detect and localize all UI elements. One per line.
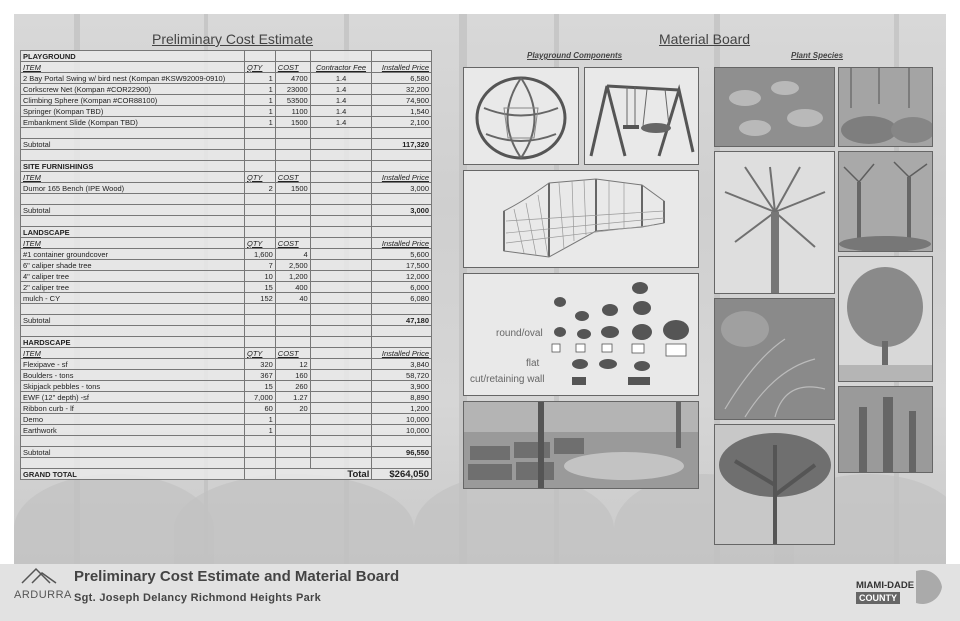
cost-cell: 400 bbox=[275, 282, 310, 293]
table-row bbox=[21, 414, 432, 425]
empty-cell bbox=[275, 194, 310, 205]
empty-cell bbox=[275, 128, 310, 139]
spacer-row bbox=[21, 216, 432, 227]
fee-cell bbox=[310, 381, 372, 392]
empty-cell bbox=[275, 458, 310, 469]
empty-cell bbox=[275, 304, 310, 315]
corkscrew-net-image bbox=[463, 170, 699, 268]
spacer-row bbox=[21, 128, 432, 139]
empty-cell bbox=[372, 150, 432, 161]
section-header-row bbox=[21, 161, 432, 172]
column-header bbox=[310, 348, 372, 359]
boulder-label-flat: flat bbox=[526, 358, 540, 369]
county-line2: COUNTY bbox=[856, 592, 900, 604]
price-cell: 2,100 bbox=[372, 117, 432, 128]
empty-cell bbox=[21, 128, 245, 139]
fee-cell bbox=[310, 414, 372, 425]
table-row bbox=[21, 293, 432, 304]
column-header bbox=[310, 172, 372, 183]
section-title: HARDSCAPE bbox=[21, 337, 245, 348]
empty-cell bbox=[244, 227, 275, 238]
empty-cell bbox=[275, 227, 310, 238]
column-header: COST bbox=[275, 238, 310, 249]
empty-cell bbox=[372, 194, 432, 205]
plant-photo-shade-tree bbox=[838, 256, 933, 382]
item-cell: 2 Bay Portal Swing w/ bird nest (Kompan #KSW92009-0910) bbox=[21, 73, 245, 84]
empty-cell bbox=[275, 150, 310, 161]
spacer-row bbox=[21, 326, 432, 337]
empty-cell bbox=[275, 205, 310, 216]
qty-cell: 152 bbox=[244, 293, 275, 304]
subtotal-value: 3,000 bbox=[372, 205, 432, 216]
empty-cell bbox=[244, 315, 275, 326]
fee-cell bbox=[310, 293, 372, 304]
column-header: Contractor Fee bbox=[310, 62, 372, 73]
item-cell: Corkscrew Net (Kompan #COR22900) bbox=[21, 84, 245, 95]
spacer-row bbox=[21, 458, 432, 469]
material-board-title: Material Board bbox=[659, 31, 751, 47]
qty-cell: 1 bbox=[244, 117, 275, 128]
empty-cell bbox=[275, 51, 310, 62]
item-cell: EWF (12" depth) -sf bbox=[21, 392, 245, 403]
cost-cell: 53500 bbox=[275, 95, 310, 106]
empty-cell bbox=[275, 337, 310, 348]
cost-cell: 4700 bbox=[275, 73, 310, 84]
empty-cell bbox=[275, 139, 310, 150]
plant-photo-fern bbox=[714, 298, 835, 420]
item-cell: Boulders - tons bbox=[21, 370, 245, 381]
empty-cell bbox=[275, 447, 310, 458]
subtotal-value: 96,550 bbox=[372, 447, 432, 458]
price-cell: 6,580 bbox=[372, 73, 432, 84]
empty-cell bbox=[310, 194, 372, 205]
column-header: QTY bbox=[244, 172, 275, 183]
cost-cell: 1,200 bbox=[275, 271, 310, 282]
qty-cell: 367 bbox=[244, 370, 275, 381]
column-header: ITEM bbox=[21, 62, 245, 73]
price-cell: 3,840 bbox=[372, 359, 432, 370]
empty-cell bbox=[310, 458, 372, 469]
qty-cell: 1 bbox=[244, 106, 275, 117]
qty-cell: 320 bbox=[244, 359, 275, 370]
empty-cell bbox=[372, 51, 432, 62]
qty-cell: 1 bbox=[244, 425, 275, 436]
table-row bbox=[21, 425, 432, 436]
column-header: Installed Price bbox=[372, 62, 432, 73]
fee-cell bbox=[310, 392, 372, 403]
cost-cell: 12 bbox=[275, 359, 310, 370]
cost-cell: 23000 bbox=[275, 84, 310, 95]
plant-photo-live-oak bbox=[714, 424, 835, 545]
plant-species-label: Plant Species bbox=[791, 51, 844, 60]
empty-cell bbox=[372, 337, 432, 348]
empty-cell bbox=[244, 326, 275, 337]
cost-cell: 1100 bbox=[275, 106, 310, 117]
qty-cell: 1 bbox=[244, 73, 275, 84]
grand-total-label: GRAND TOTAL bbox=[21, 469, 245, 480]
empty-cell bbox=[21, 304, 245, 315]
cost-cell bbox=[275, 425, 310, 436]
column-header: QTY bbox=[244, 348, 275, 359]
empty-cell bbox=[244, 139, 275, 150]
plant-photo-grass bbox=[838, 67, 933, 147]
table-row bbox=[21, 381, 432, 392]
table-row bbox=[21, 106, 432, 117]
fee-cell: 1.4 bbox=[310, 106, 372, 117]
cost-cell: 160 bbox=[275, 370, 310, 381]
fee-cell bbox=[310, 183, 372, 194]
empty-cell bbox=[244, 51, 275, 62]
section-title: LANDSCAPE bbox=[21, 227, 245, 238]
column-header-row bbox=[21, 238, 432, 249]
spacer-row bbox=[21, 304, 432, 315]
price-cell: 6,000 bbox=[372, 282, 432, 293]
item-cell: Dumor 165 Bench (IPE Wood) bbox=[21, 183, 245, 194]
price-cell: 6,080 bbox=[372, 293, 432, 304]
grand-total-row bbox=[21, 469, 432, 480]
empty-cell bbox=[310, 205, 372, 216]
playground-components-label: Playground Components bbox=[527, 51, 623, 60]
item-cell: Earthwork bbox=[21, 425, 245, 436]
empty-cell bbox=[244, 337, 275, 348]
climbing-sphere-image bbox=[463, 67, 579, 165]
empty-cell bbox=[244, 150, 275, 161]
boulder-samples-image bbox=[463, 273, 699, 396]
table-row bbox=[21, 392, 432, 403]
empty-cell bbox=[310, 315, 372, 326]
empty-cell bbox=[244, 436, 275, 447]
boulder-label-cut: cut/retaining wall bbox=[470, 374, 545, 385]
qty-cell: 1 bbox=[244, 84, 275, 95]
empty-cell bbox=[372, 304, 432, 315]
empty-cell bbox=[310, 337, 372, 348]
table-row bbox=[21, 73, 432, 84]
column-header: ITEM bbox=[21, 348, 245, 359]
portal-swing-image bbox=[584, 67, 699, 165]
total-label: Total bbox=[275, 469, 372, 480]
table-row bbox=[21, 271, 432, 282]
empty-cell bbox=[244, 216, 275, 227]
empty-cell bbox=[275, 315, 310, 326]
section-header-row bbox=[21, 337, 432, 348]
fee-cell: 1.4 bbox=[310, 73, 372, 84]
empty-cell bbox=[372, 161, 432, 172]
empty-cell bbox=[21, 216, 245, 227]
table-row bbox=[21, 260, 432, 271]
empty-cell bbox=[275, 436, 310, 447]
empty-cell bbox=[21, 194, 245, 205]
column-header-row bbox=[21, 62, 432, 73]
column-header: COST bbox=[275, 62, 310, 73]
qty-cell: 60 bbox=[244, 403, 275, 414]
subtotal-row bbox=[21, 447, 432, 458]
spacer-row bbox=[21, 436, 432, 447]
item-cell: Embankment Slide (Kompan TBD) bbox=[21, 117, 245, 128]
cost-estimate-title: Preliminary Cost Estimate bbox=[152, 31, 314, 47]
price-cell: 1,540 bbox=[372, 106, 432, 117]
grand-total-value: $264,050 bbox=[372, 469, 432, 480]
qty-cell: 7,000 bbox=[244, 392, 275, 403]
section-title: SITE FURNISHINGS bbox=[21, 161, 245, 172]
subtotal-value: 47,180 bbox=[372, 315, 432, 326]
column-header: Installed Price bbox=[372, 172, 432, 183]
plant-photo-palmetto bbox=[838, 151, 933, 252]
item-cell: Springer (Kompan TBD) bbox=[21, 106, 245, 117]
subtotal-row bbox=[21, 315, 432, 326]
empty-cell bbox=[244, 194, 275, 205]
empty-cell bbox=[310, 150, 372, 161]
empty-cell bbox=[244, 458, 275, 469]
firm-name: ARDURRA bbox=[14, 589, 72, 601]
fee-cell bbox=[310, 282, 372, 293]
price-cell: 1,200 bbox=[372, 403, 432, 414]
cost-cell: 20 bbox=[275, 403, 310, 414]
table-row bbox=[21, 95, 432, 106]
section-title: PLAYGROUND bbox=[21, 51, 245, 62]
empty-cell bbox=[310, 326, 372, 337]
table-row bbox=[21, 370, 432, 381]
empty-cell bbox=[275, 161, 310, 172]
table-row bbox=[21, 403, 432, 414]
price-cell: 10,000 bbox=[372, 425, 432, 436]
cost-estimate-table bbox=[20, 50, 432, 480]
footer-subtitle: Sgt. Joseph Delancy Richmond Heights Park bbox=[74, 592, 322, 604]
item-cell: Skipjack pebbles - tons bbox=[21, 381, 245, 392]
empty-cell bbox=[21, 436, 245, 447]
empty-cell bbox=[372, 436, 432, 447]
empty-cell bbox=[310, 436, 372, 447]
price-cell: 58,720 bbox=[372, 370, 432, 381]
qty-cell: 15 bbox=[244, 381, 275, 392]
fee-cell bbox=[310, 403, 372, 414]
empty-cell bbox=[244, 469, 275, 480]
column-header: QTY bbox=[244, 238, 275, 249]
empty-cell bbox=[244, 161, 275, 172]
cost-cell: 1500 bbox=[275, 183, 310, 194]
price-cell: 3,000 bbox=[372, 183, 432, 194]
column-header-row bbox=[21, 348, 432, 359]
cost-cell: 1500 bbox=[275, 117, 310, 128]
fee-cell: 1.4 bbox=[310, 95, 372, 106]
empty-cell bbox=[310, 304, 372, 315]
qty-cell: 10 bbox=[244, 271, 275, 282]
qty-cell: 1 bbox=[244, 95, 275, 106]
price-cell: 12,000 bbox=[372, 271, 432, 282]
item-cell: 6" caliper shade tree bbox=[21, 260, 245, 271]
fee-cell bbox=[310, 271, 372, 282]
qty-cell: 7 bbox=[244, 260, 275, 271]
plant-photo-banyan bbox=[838, 386, 933, 473]
empty-cell bbox=[244, 128, 275, 139]
column-header: Installed Price bbox=[372, 238, 432, 249]
price-cell: 3,900 bbox=[372, 381, 432, 392]
table-row bbox=[21, 359, 432, 370]
item-cell: Climbing Sphere (Kompan #COR88100) bbox=[21, 95, 245, 106]
table-row bbox=[21, 183, 432, 194]
ardurra-logo bbox=[14, 565, 72, 609]
empty-cell bbox=[372, 326, 432, 337]
subtotal-value: 117,320 bbox=[372, 139, 432, 150]
qty-cell: 1,600 bbox=[244, 249, 275, 260]
column-header bbox=[310, 238, 372, 249]
subtotal-row bbox=[21, 139, 432, 150]
cost-cell: 2,500 bbox=[275, 260, 310, 271]
empty-cell bbox=[372, 227, 432, 238]
fee-cell bbox=[310, 425, 372, 436]
plant-photo-groundcover bbox=[714, 67, 835, 147]
footer-title: Preliminary Cost Estimate and Material Board bbox=[74, 568, 400, 585]
price-cell: 5,600 bbox=[372, 249, 432, 260]
cost-cell bbox=[275, 414, 310, 425]
empty-cell bbox=[244, 205, 275, 216]
empty-cell bbox=[372, 458, 432, 469]
subtotal-label: Subtotal bbox=[21, 139, 245, 150]
empty-cell bbox=[275, 326, 310, 337]
county-line1: MIAMI-DADE bbox=[856, 580, 915, 591]
item-cell: 4" caliper tree bbox=[21, 271, 245, 282]
fee-cell bbox=[310, 260, 372, 271]
empty-cell bbox=[310, 216, 372, 227]
empty-cell bbox=[310, 128, 372, 139]
subtotal-row bbox=[21, 205, 432, 216]
price-cell: 32,200 bbox=[372, 84, 432, 95]
empty-cell bbox=[275, 216, 310, 227]
column-header: ITEM bbox=[21, 172, 245, 183]
empty-cell bbox=[244, 304, 275, 315]
qty-cell: 1 bbox=[244, 414, 275, 425]
price-cell: 8,890 bbox=[372, 392, 432, 403]
empty-cell bbox=[21, 150, 245, 161]
subtotal-label: Subtotal bbox=[21, 205, 245, 216]
qty-cell: 15 bbox=[244, 282, 275, 293]
section-header-row bbox=[21, 51, 432, 62]
item-cell: mulch - CY bbox=[21, 293, 245, 304]
fee-cell: 1.4 bbox=[310, 84, 372, 95]
cost-cell: 4 bbox=[275, 249, 310, 260]
subtotal-label: Subtotal bbox=[21, 315, 245, 326]
empty-cell bbox=[21, 326, 245, 337]
plant-photo-palm bbox=[714, 151, 835, 294]
cost-cell: 260 bbox=[275, 381, 310, 392]
empty-cell bbox=[244, 447, 275, 458]
spacer-row bbox=[21, 150, 432, 161]
column-header: COST bbox=[275, 172, 310, 183]
fee-cell: 1.4 bbox=[310, 117, 372, 128]
empty-cell bbox=[21, 458, 245, 469]
table-row bbox=[21, 249, 432, 260]
column-header: QTY bbox=[244, 62, 275, 73]
item-cell: Demo bbox=[21, 414, 245, 425]
cost-cell: 40 bbox=[275, 293, 310, 304]
subtotal-label: Subtotal bbox=[21, 447, 245, 458]
empty-cell bbox=[310, 161, 372, 172]
price-cell: 10,000 bbox=[372, 414, 432, 425]
section-header-row bbox=[21, 227, 432, 238]
item-cell: 2" caliper tree bbox=[21, 282, 245, 293]
column-header-row bbox=[21, 172, 432, 183]
empty-cell bbox=[310, 51, 372, 62]
qty-cell: 2 bbox=[244, 183, 275, 194]
empty-cell bbox=[310, 139, 372, 150]
boulder-label-round: round/oval bbox=[496, 328, 543, 339]
item-cell: #1 container groundcover bbox=[21, 249, 245, 260]
price-cell: 17,500 bbox=[372, 260, 432, 271]
item-cell: Flexipave - sf bbox=[21, 359, 245, 370]
empty-cell bbox=[310, 447, 372, 458]
empty-cell bbox=[372, 128, 432, 139]
spacer-row bbox=[21, 194, 432, 205]
fee-cell bbox=[310, 370, 372, 381]
fee-cell bbox=[310, 249, 372, 260]
boulder-wall-photo bbox=[463, 401, 699, 489]
price-cell: 74,900 bbox=[372, 95, 432, 106]
table-row bbox=[21, 84, 432, 95]
table-row bbox=[21, 117, 432, 128]
miami-dade-logo bbox=[856, 567, 944, 607]
cost-cell: 1.27 bbox=[275, 392, 310, 403]
column-header: COST bbox=[275, 348, 310, 359]
column-header: ITEM bbox=[21, 238, 245, 249]
empty-cell bbox=[310, 227, 372, 238]
table-row bbox=[21, 282, 432, 293]
item-cell: Ribbon curb - lf bbox=[21, 403, 245, 414]
column-header: Installed Price bbox=[372, 348, 432, 359]
empty-cell bbox=[372, 216, 432, 227]
fee-cell bbox=[310, 359, 372, 370]
